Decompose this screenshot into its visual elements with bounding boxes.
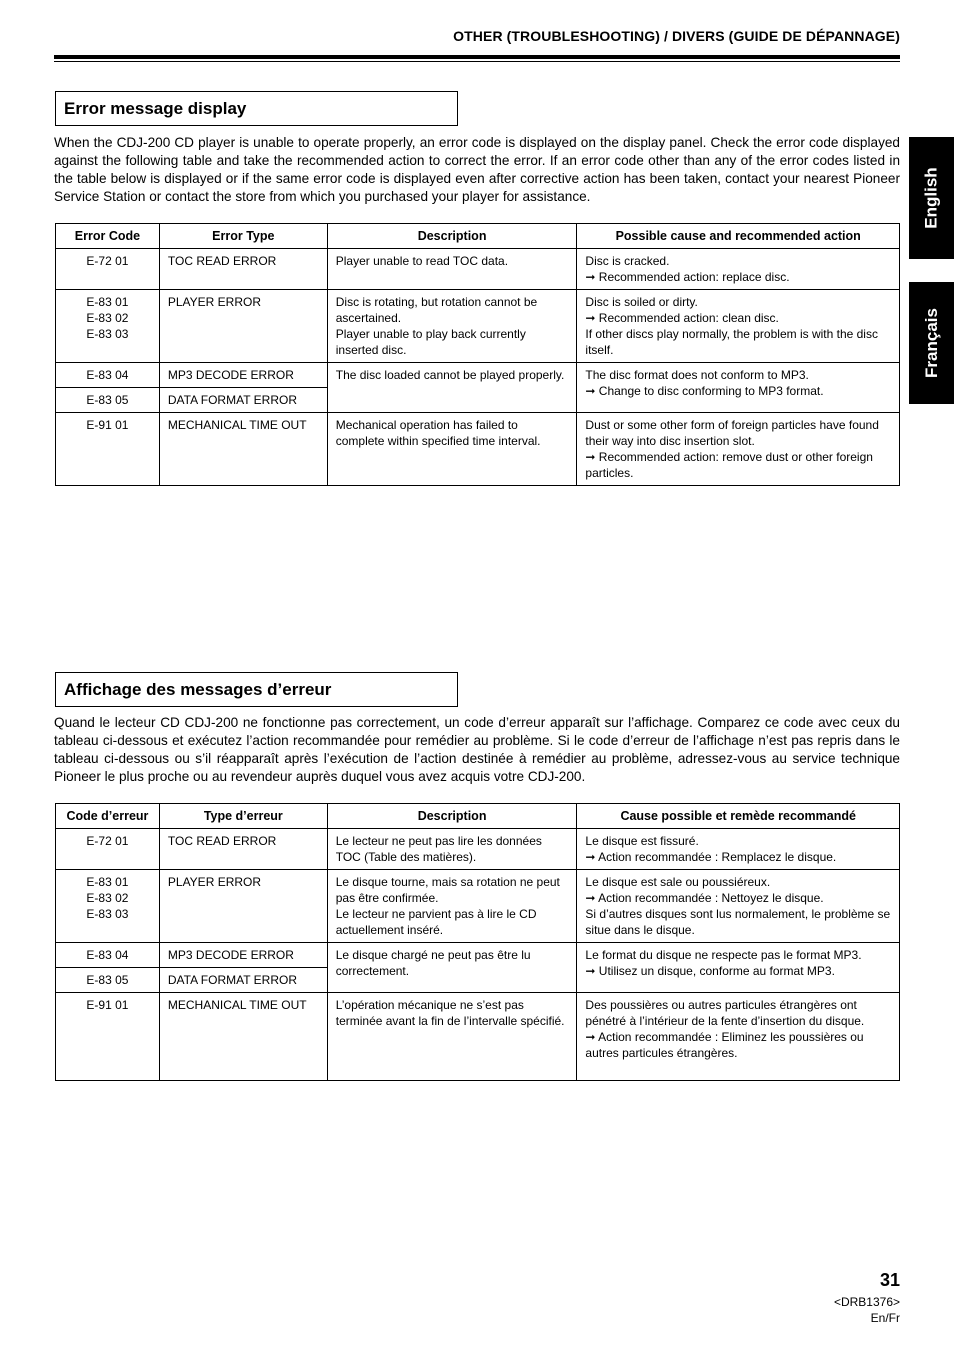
action-cell [577,943,900,993]
description-cell [327,870,577,943]
action-cell [577,249,900,290]
document-code [834,1294,900,1326]
error-type: DATA FORMAT ERROR [159,968,327,993]
error-type: MP3 DECODE ERROR [159,363,327,388]
action-text: Disc is cracked. [585,254,670,268]
column-header: Error Code [56,224,160,249]
action-text: ➞ Change to disc conforming to MP3 format. [585,384,824,398]
error-code: E-83 01 [86,875,129,889]
page-number: 31 [879,1270,900,1290]
action-cell [577,993,900,1081]
error-code: E-83 05 [86,973,129,987]
column-header: Type d’erreur [159,804,327,829]
error-code: E-83 04 [86,368,129,382]
description-cell [327,249,577,290]
error-code: E-83 05 [86,393,129,407]
tab-francais-label: Français [921,308,941,378]
description-cell [327,943,577,993]
error-table-en [55,223,900,486]
table-row [56,249,900,290]
action-text: Des poussières ou autres particules étrangères ont pénétré à l’intérieur de la fente d’insertion du disque. [585,998,865,1028]
column-header: Description [327,804,577,829]
column-header: Cause possible et remède recommandé [577,804,900,829]
description-text: Le disque chargé ne peut pas être lu correctement. [335,948,531,978]
error-code: E-83 01 [86,295,129,309]
column-header: Code d’erreur [56,804,160,829]
action-text: Le disque est fissuré. [585,834,699,848]
action-text: ➞ Action recommandée : Remplacez le disque. [585,850,837,864]
description-cell [327,993,577,1081]
action-text: Le disque est sale ou poussiéreux. [585,875,771,889]
error-type: MECHANICAL TIME OUT [159,413,327,486]
description-text: Player unable to play back currently inserted disc. [335,327,526,357]
action-text: Le format du disque ne respecte pas le format MP3. [585,948,862,962]
error-code-cell [56,249,160,290]
error-code: E-72 01 [86,834,129,848]
description-text: Le lecteur ne peut pas lire les données TOC (Table des matières). [335,834,542,864]
description-text: Le disque tourne, mais sa rotation ne peut pas être confirmée. [335,875,560,905]
header-rule-thin [54,61,900,62]
action-text: If other discs play normally, the problem is with the disc itself. [585,327,878,357]
error-type: DATA FORMAT ERROR [159,388,327,413]
error-type: PLAYER ERROR [159,290,327,363]
table-row [56,290,900,363]
error-code: E-83 03 [86,327,129,341]
description-cell [327,413,577,486]
tab-francais[interactable] [909,282,954,404]
error-code-cell [56,413,160,486]
action-cell [577,413,900,486]
error-code: E-83 03 [86,907,129,921]
document-code-id: <DRB1376> [833,1295,900,1309]
error-code: E-83 02 [86,311,129,325]
action-cell [577,829,900,870]
intro-paragraph-en: When the CDJ-200 CD player is unable to operate properly, an error code is displayed on the display panel. Check the error code displayed against the following table and take the recommended action to correct the error. If an error code other than any of the error codes listed in the table below is displayed or if the same error code is displayed even after corrective action has been taken, contact your nearest Pioneer Service Station or contact the store from which you purchased your player for assistance. [54,135,900,204]
action-text: ➞ Recommended action: remove dust or other foreign particles. [585,450,873,480]
description-text: L’opération mécanique ne s’est pas terminée avant la fin de l’intervalle spécifié. [335,998,565,1028]
description-text: Disc is rotating, but rotation cannot be ascertained. [335,295,538,325]
description-cell [327,829,577,870]
error-code-cell [56,993,160,1081]
error-code: E-72 01 [86,254,129,268]
error-code: E-91 01 [86,418,129,432]
error-table-fr [55,803,900,1081]
action-cell [577,290,900,363]
action-text: Si d’autres disques sont lus normalement, le problème se situe dans le disque. [585,907,891,937]
intro-paragraph-fr: Quand le lecteur CD CDJ-200 ne fonctionne pas correctement, un code d’erreur apparaît sur l’affichage. Comparez ce code avec ceux du tableau ci-dessous et exécutez l’action recommandée pour remédier au problème. Si le code d’erreur de l’affichage n’est pas repris dans le tableau ci-dessous ou s’il réapparaît après l’exécution de l’action destinée à remédier au problème, adressez-vous au service technique Pioneer le plus proche ou au revendeur auprès duquel vous avez acquis votre CDJ-200. [54,715,900,784]
error-type: PLAYER ERROR [159,870,327,943]
error-code-cell [56,388,160,413]
description-text: Player unable to read TOC data. [335,254,509,268]
error-type: TOC READ ERROR [159,829,327,870]
table-row [56,829,900,870]
error-code: E-91 01 [86,998,129,1012]
description-cell [327,290,577,363]
action-text: ➞ Action recommandée : Eliminez les poussières ou autres particules étrangères. [585,1030,864,1060]
action-cell [577,363,900,413]
error-code-cell [56,290,160,363]
action-text: ➞ Action recommandée : Nettoyez le disque. [585,891,824,905]
running-header: OTHER (TROUBLESHOOTING) / DIVERS (GUIDE DE DÉPANNAGE) [453,28,900,44]
header-rule-thick [54,55,900,59]
table-row [56,413,900,486]
column-header: Error Type [159,224,327,249]
action-text: ➞ Recommended action: replace disc. [585,270,790,284]
error-code-cell [56,943,160,968]
error-type: MP3 DECODE ERROR [159,943,327,968]
action-text: ➞ Utilisez un disque, conforme au format MP3. [585,964,835,978]
description-text: Le lecteur ne parvient pas à lire le CD actuellement inséré. [335,907,537,937]
column-header: Possible cause and recommended action [577,224,900,249]
table-row [56,993,900,1081]
error-type: TOC READ ERROR [159,249,327,290]
document-language: En/Fr [870,1311,900,1325]
action-text: ➞ Recommended action: clean disc. [585,311,779,325]
action-cell [577,870,900,943]
error-code-cell [56,870,160,943]
tab-english-label: English [921,167,941,229]
description-cell [327,363,577,413]
description-text: Mechanical operation has failed to complete within specified time interval. [335,418,541,448]
error-code: E-83 04 [86,948,129,962]
error-code-cell [56,968,160,993]
action-text: The disc format does not conform to MP3. [585,368,809,382]
error-code: E-83 02 [86,891,129,905]
table-row [56,943,900,968]
error-code-cell [56,829,160,870]
column-header: Description [327,224,577,249]
error-type: MECHANICAL TIME OUT [159,993,327,1081]
action-text: Dust or some other form of foreign particles have found their way into disc insertion slot. [585,418,879,448]
error-code-cell [56,363,160,388]
action-text: Disc is soiled or dirty. [585,295,698,309]
table-row [56,870,900,943]
section-heading-fr: Affichage des messages d’erreur [55,672,458,707]
tab-english[interactable] [909,137,954,259]
section-heading-en: Error message display [55,91,458,126]
table-row [56,363,900,388]
description-text: The disc loaded cannot be played properly. [335,368,565,382]
